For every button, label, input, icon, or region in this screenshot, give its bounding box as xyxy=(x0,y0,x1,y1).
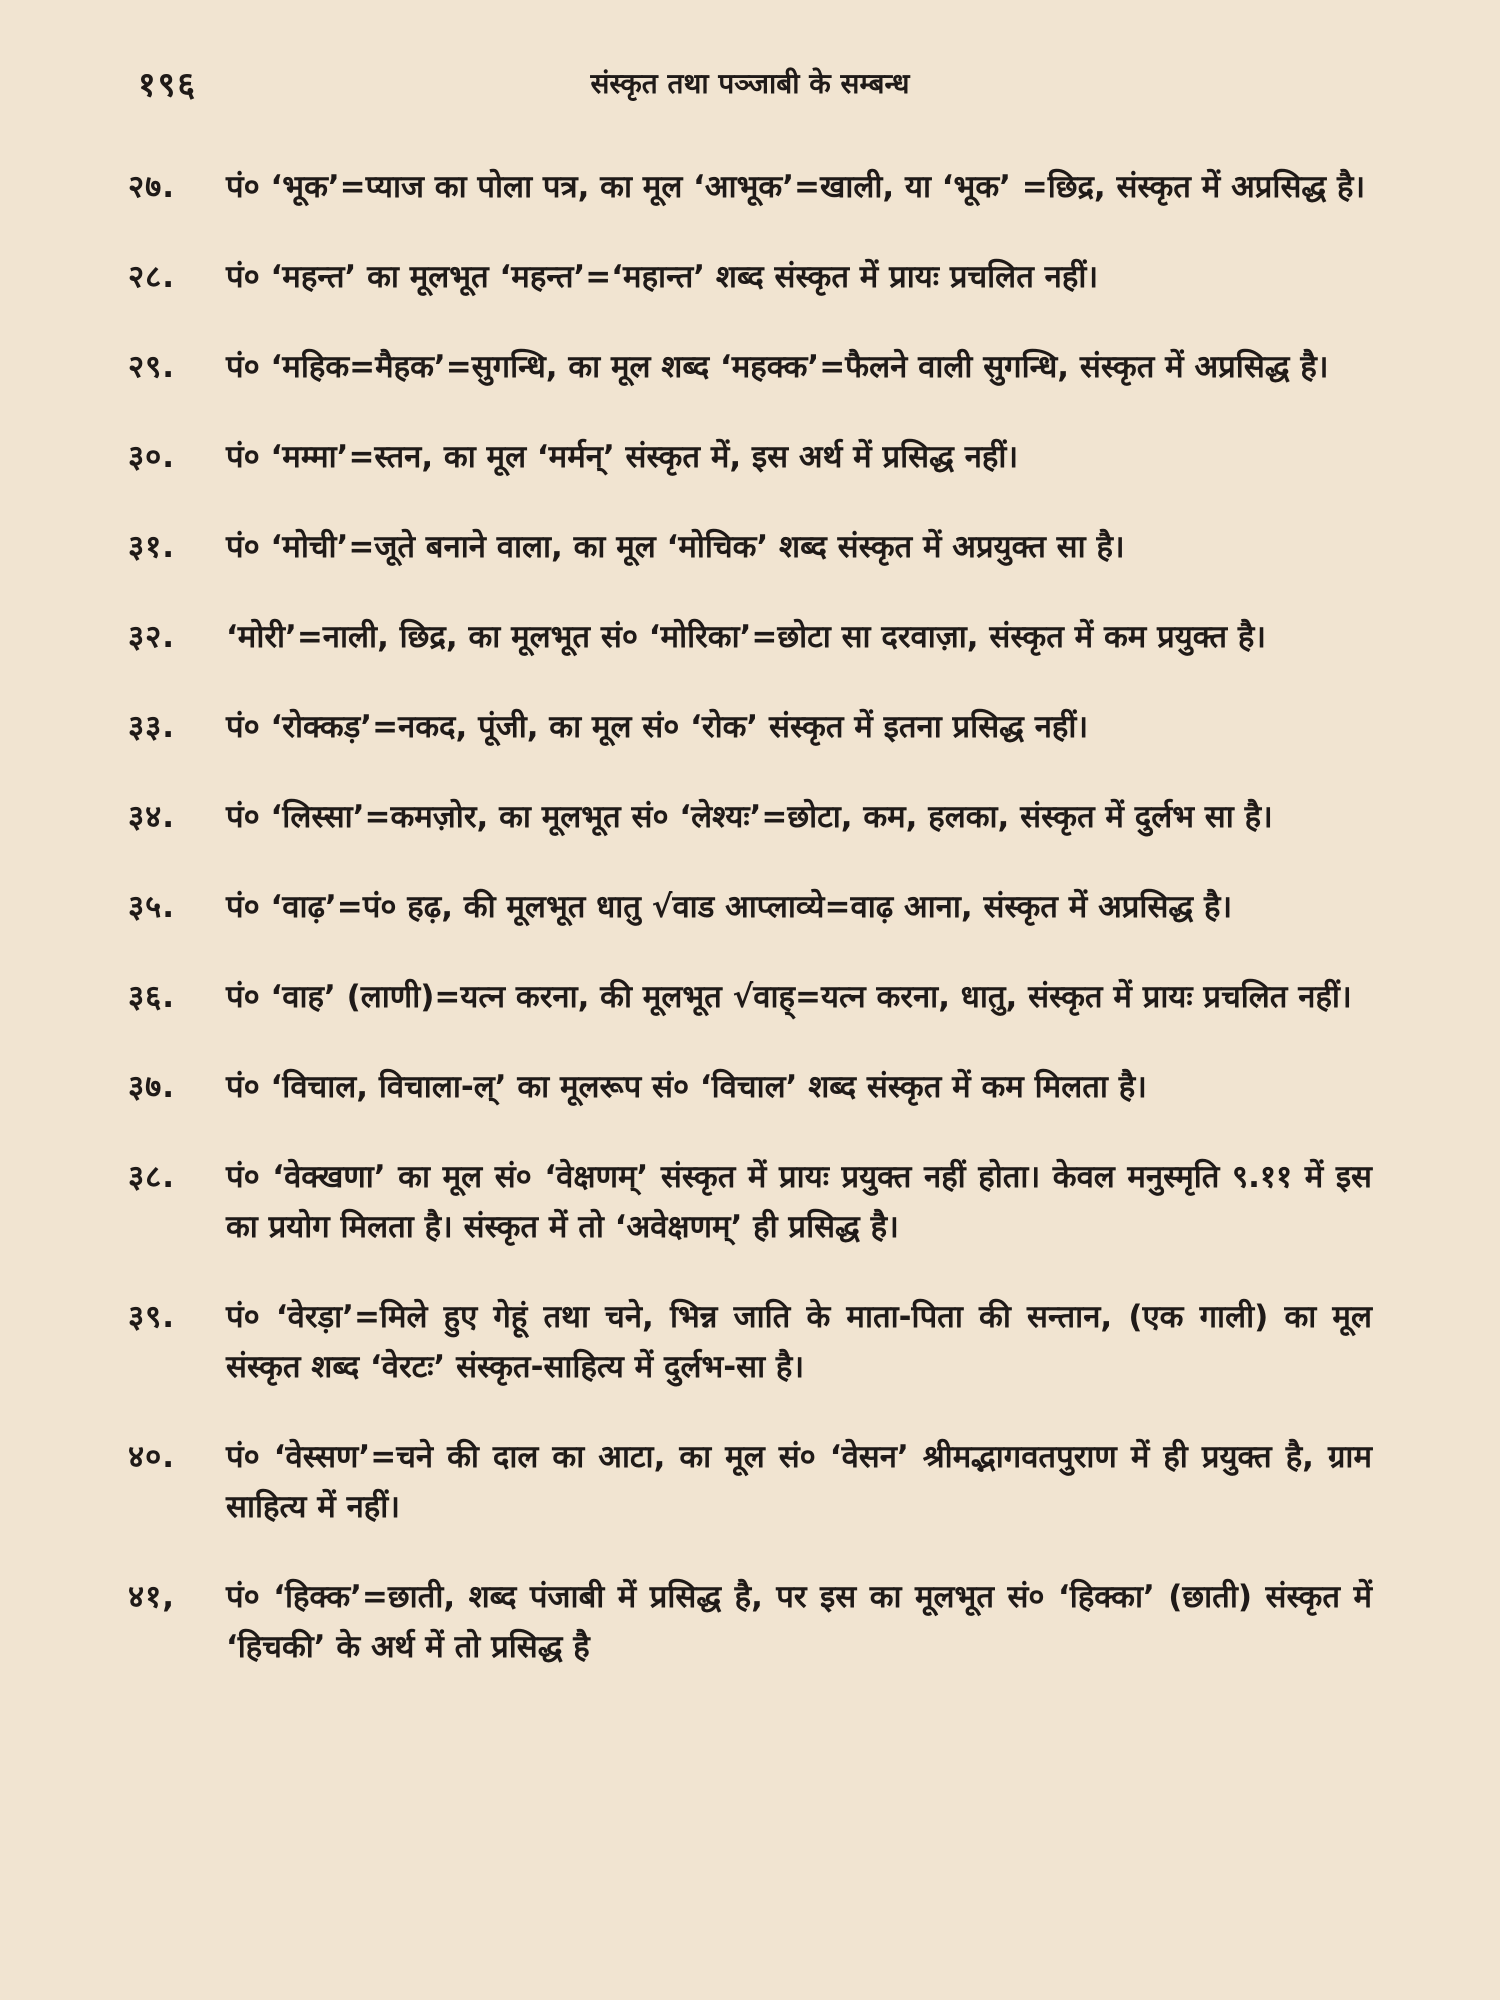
entry-text: पं० ‘वेरड़ा’=मिले हुए गेहूं तथा चने, भिन्न जाति के माता-पिता की सन्तान, (एक गाली) का मूल संस्कृत शब्द ‘वेरटः’ संस्कृत-साहित्य में दुर्लभ-सा है। xyxy=(226,1299,1372,1385)
entry-number: ३७. xyxy=(128,1069,176,1105)
list-item xyxy=(128,162,1372,212)
entry-number: ४१, xyxy=(128,1579,176,1615)
list-item xyxy=(128,432,1372,482)
entry-text: पं० ‘महिक=मैहक’=सुगन्धि, का मूल शब्द ‘महक्क’=फैलने वाली सुगन्धि, संस्कृत में अप्रसिद्ध है। xyxy=(226,349,1329,385)
list-item xyxy=(128,342,1372,392)
list-item xyxy=(128,612,1372,662)
entry-list xyxy=(128,162,1372,1672)
page-number: १९६ xyxy=(138,65,198,105)
entry-text: ‘मोरी’=नाली, छिद्र, का मूलभूत सं० ‘मोरिका’=छोटा सा दरवाज़ा, संस्कृत में कम प्रयुक्त है। xyxy=(226,619,1267,655)
entry-text: पं० ‘वाढ़’=पं० हढ़, की मूलभूत धातु √वाड आप्लाव्ये=वाढ़ आना, संस्कृत में अप्रसिद्ध है। xyxy=(226,889,1233,925)
entry-text: पं० ‘रोक्कड़’=नकद, पूंजी, का मूल सं० ‘रोक’ संस्कृत में इतना प्रसिद्ध नहीं। xyxy=(226,709,1089,745)
list-item xyxy=(128,1432,1372,1532)
entry-number: ४०. xyxy=(128,1439,176,1475)
entry-number: ३८. xyxy=(128,1159,176,1195)
entry-number: ३१. xyxy=(128,529,176,565)
entry-text: पं० ‘वेस्सण’=चने की दाल का आटा, का मूल सं० ‘वेसन’ श्रीमद्भागवतपुराण में ही प्रयुक्त है, ग्राम साहित्य में नहीं। xyxy=(226,1439,1372,1525)
list-item xyxy=(128,252,1372,302)
entry-number: ३०. xyxy=(128,439,176,475)
entry-text: पं० ‘वाह’ (लाणी)=यत्न करना, की मूलभूत √वाह्=यत्न करना, धातु, संस्कृत में प्रायः प्रचलित नहीं। xyxy=(226,979,1352,1015)
entry-text: पं० ‘भूक’=प्याज का पोला पत्र, का मूल ‘आभूक’=खाली, या ‘भूक’ =छिद्र, संस्कृत में अप्रसिद्ध है। xyxy=(226,169,1366,205)
list-item xyxy=(128,792,1372,842)
entry-number: ३३. xyxy=(128,709,176,745)
entry-number: २९. xyxy=(128,349,176,385)
entry-text: पं० ‘वेक्खणा’ का मूल सं० ‘वेक्षणम्’ संस्कृत में प्रायः प्रयुक्त नहीं होता। केवल मनुस्मृति ९.११ में इस का प्रयोग मिलता है। संस्कृत में तो ‘अवेक्षणम्’ ही प्रसिद्ध है। xyxy=(226,1159,1372,1245)
list-item xyxy=(128,522,1372,572)
entry-text: पं० ‘मम्मा’=स्तन, का मूल ‘मर्मन्’ संस्कृत में, इस अर्थ में प्रसिद्ध नहीं। xyxy=(226,439,1019,475)
entry-number: ३६. xyxy=(128,979,176,1015)
entry-number: ३५. xyxy=(128,889,176,925)
entry-number: २८. xyxy=(128,259,176,295)
list-item xyxy=(128,1572,1372,1672)
entry-number: ३९. xyxy=(128,1299,176,1335)
entry-number: ३४. xyxy=(128,799,176,835)
list-item xyxy=(128,1152,1372,1252)
list-item xyxy=(128,1062,1372,1112)
entry-text: पं० ‘हिक्क’=छाती, शब्द पंजाबी में प्रसिद्ध है, पर इस का मूलभूत सं० ‘हिक्का’ (छाती) संस्कृत में ‘हिचकी’ के अर्थ में तो प्रसिद्ध है xyxy=(226,1579,1372,1665)
running-title: संस्कृत तथा पञ्जाबी के सम्बन्ध xyxy=(590,67,910,100)
list-item xyxy=(128,972,1372,1022)
list-item xyxy=(128,882,1372,932)
entry-text: पं० ‘विचाल, विचाला-ल्’ का मूलरूप सं० ‘विचाल’ शब्द संस्कृत में कम मिलता है। xyxy=(226,1069,1147,1105)
entry-text: पं० ‘लिस्सा’=कमज़ोर, का मूलभूत सं० ‘लेश्यः’=छोटा, कम, हलका, संस्कृत में दुर्लभ सा है। xyxy=(226,799,1273,835)
entry-text: पं० ‘मोची’=जूते बनाने वाला, का मूल ‘मोचिक’ शब्द संस्कृत में अप्रयुक्त सा है। xyxy=(226,529,1125,565)
list-item xyxy=(128,702,1372,752)
list-item xyxy=(128,1292,1372,1392)
page-header xyxy=(128,52,1372,122)
entry-text: पं० ‘महन्त’ का मूलभूत ‘महन्त’=‘महान्त’ शब्द संस्कृत में प्रायः प्रचलित नहीं। xyxy=(226,259,1099,295)
entry-number: २७. xyxy=(128,169,176,205)
entry-number: ३२. xyxy=(128,619,176,655)
